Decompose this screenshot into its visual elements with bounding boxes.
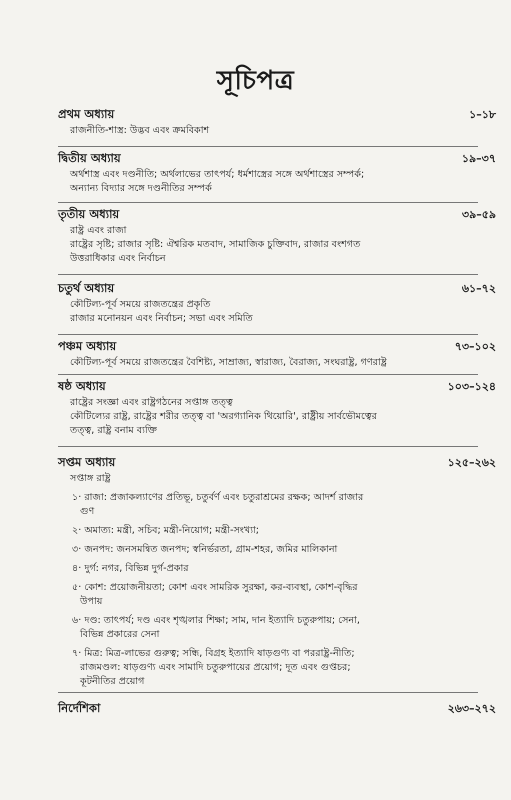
chapter-line: উপায় — [80, 596, 103, 607]
chapter-line: রাষ্ট্র এবং রাজা — [70, 225, 127, 236]
chapter-3 — [58, 206, 496, 266]
chapter-line: রাজমণ্ডল: ষাড়গুণ্য এবং সামাদি চতুরুপায়ের প্রয়োগ; দূত এবং গুপ্তচর; — [80, 662, 351, 673]
chapter-pages: ৩৯–৫৯ — [461, 208, 496, 221]
chapter-line: কূটনীতির প্রয়োগ — [80, 676, 145, 687]
chapter-title: চতুর্থ অধ্যায় — [58, 281, 115, 295]
chapter-title: পঞ্চম অধ্যায় — [58, 339, 117, 353]
chapter-line: তত্ত্ব, রাষ্ট্র বনাম ব্যক্তি — [70, 425, 157, 436]
chapter-pages: ২৬৩–২৭২ — [447, 702, 496, 715]
chapter-5 — [58, 338, 496, 370]
chapter-title: প্রথম অধ্যায় — [58, 107, 115, 121]
chapter-pages: ১২৫–২৬২ — [447, 456, 496, 469]
chapter-pages: ৭৩–১০২ — [454, 340, 496, 353]
chapter-title: ষষ্ঠ অধ্যায় — [58, 379, 106, 393]
index-entry — [58, 700, 496, 718]
divider — [58, 334, 478, 335]
chapter-line: ৬· দণ্ড: তাৎপর্য; দণ্ড এবং শৃঙ্খলার শিক্ষা; সাম, দান ইত্যাদি চতুরুপায়; সেনা, — [72, 615, 360, 626]
chapter-line: রাজার মনোনয়ন এবং নির্বাচন; সভা এবং সমিতি — [70, 313, 253, 324]
chapter-2 — [58, 150, 496, 196]
chapter-title: সপ্তম অধ্যায় — [58, 455, 116, 469]
chapter-7 — [58, 454, 496, 689]
chapter-pages: ৬১–৭২ — [461, 282, 496, 295]
chapter-line: বিভিন্ন প্রকারের সেনা — [80, 629, 160, 640]
chapter-line: কৌটিল্য-পূর্ব সময়ে রাজতন্ত্রের প্রকৃতি — [70, 299, 211, 310]
divider — [58, 146, 478, 147]
chapter-line: গুণ — [80, 506, 95, 517]
chapter-4 — [58, 280, 496, 326]
chapter-line: কৌটিল্যের রাষ্ট্র, রাষ্ট্রের শরীর তত্ত্ব বা 'অরগ্যানিক থিয়োরি', রাষ্ট্রীয় সার্বভৌমত্বের — [70, 411, 377, 422]
chapter-pages: ১–১৮ — [469, 108, 496, 121]
chapter-line: সপ্তাঙ্গ রাষ্ট্র — [70, 473, 111, 484]
divider — [58, 446, 478, 447]
chapter-6 — [58, 378, 496, 438]
chapter-line: উত্তরাধিকার এবং নির্বাচন — [70, 253, 166, 264]
chapter-line: রাষ্ট্রের সংজ্ঞা এবং রাষ্ট্রগঠনের সপ্তাঙ্গ তত্ত্ব — [70, 397, 233, 408]
chapter-title: তৃতীয় অধ্যায় — [58, 207, 120, 221]
chapter-line: অর্থশাস্ত্র এবং দণ্ডনীতি; অর্থলাভের তাৎপর্য; ধর্মশাস্ত্রের সঙ্গে অর্থশাস্ত্রের সম্পর্ক; — [70, 169, 365, 180]
divider — [58, 202, 478, 203]
page-title: সূচিপত্র — [216, 66, 295, 96]
chapter-line: অন্যান্য বিদ্যার সঙ্গে দণ্ডনীতির সম্পর্ক — [70, 183, 212, 194]
divider — [58, 692, 478, 693]
chapter-pages: ১০৩–১২৪ — [447, 380, 496, 393]
chapter-line: কৌটিল্য-পূর্ব সময়ে রাজতন্ত্রের বৈশিষ্ট্য, সাম্রাজ্য, স্বারাজ্য, বৈরাজ্য, সংঘরাষ্ট্র, গণরাষ্ট্র — [70, 357, 387, 368]
divider — [58, 374, 478, 375]
chapter-line: ৪· দুর্গ: নগর, বিভিন্ন দুর্গ-প্রকার — [72, 563, 189, 574]
chapter-title: দ্বিতীয় অধ্যায় — [58, 151, 121, 165]
divider — [58, 274, 478, 275]
chapter-line: রাজনীতি-শাস্ত্র: উদ্ভব এবং ক্রমবিকাশ — [70, 125, 210, 136]
chapter-line: ৩· জনপদ: জনসমন্বিত জনপদ; স্বনির্ভরতা, গ্রাম-শহর, জমির মালিকানা — [72, 544, 338, 555]
chapter-line: ৫· কোশ: প্রয়োজনীয়তা; কোশ এবং সামরিক সুরক্ষা, কর-ব্যবস্থা, কোশ-বৃদ্ধির — [72, 582, 358, 593]
chapter-title: নির্দেশিকা — [58, 701, 101, 715]
chapter-line: ২· অমাত্য: মন্ত্রী, সচিব; মন্ত্রী-নিয়োগ; মন্ত্রী-সংখ্যা; — [72, 525, 260, 536]
chapter-line: ৭· মিত্র: মিত্র-লাভের গুরুত্ব; সন্ধি, বিগ্রহ ইত্যাদি ষাড়গুণ্য বা পররাষ্ট্র-নীতি; — [72, 648, 355, 659]
chapter-line: ১· রাজা: প্রজাকল্যাণের প্রতিভূ, চতুর্বর্ণ এবং চতুরাশ্রমের রক্ষক; আদর্শ রাজার — [72, 492, 364, 503]
chapter-1 — [58, 106, 496, 138]
chapter-pages: ১৯–৩৭ — [461, 152, 496, 165]
chapter-line: রাষ্ট্রের সৃষ্টি; রাজার সৃষ্টি: ঐশ্বরিক মতবাদ, সামাজিক চুক্তিবাদ, রাজার বংশগত — [70, 239, 361, 250]
